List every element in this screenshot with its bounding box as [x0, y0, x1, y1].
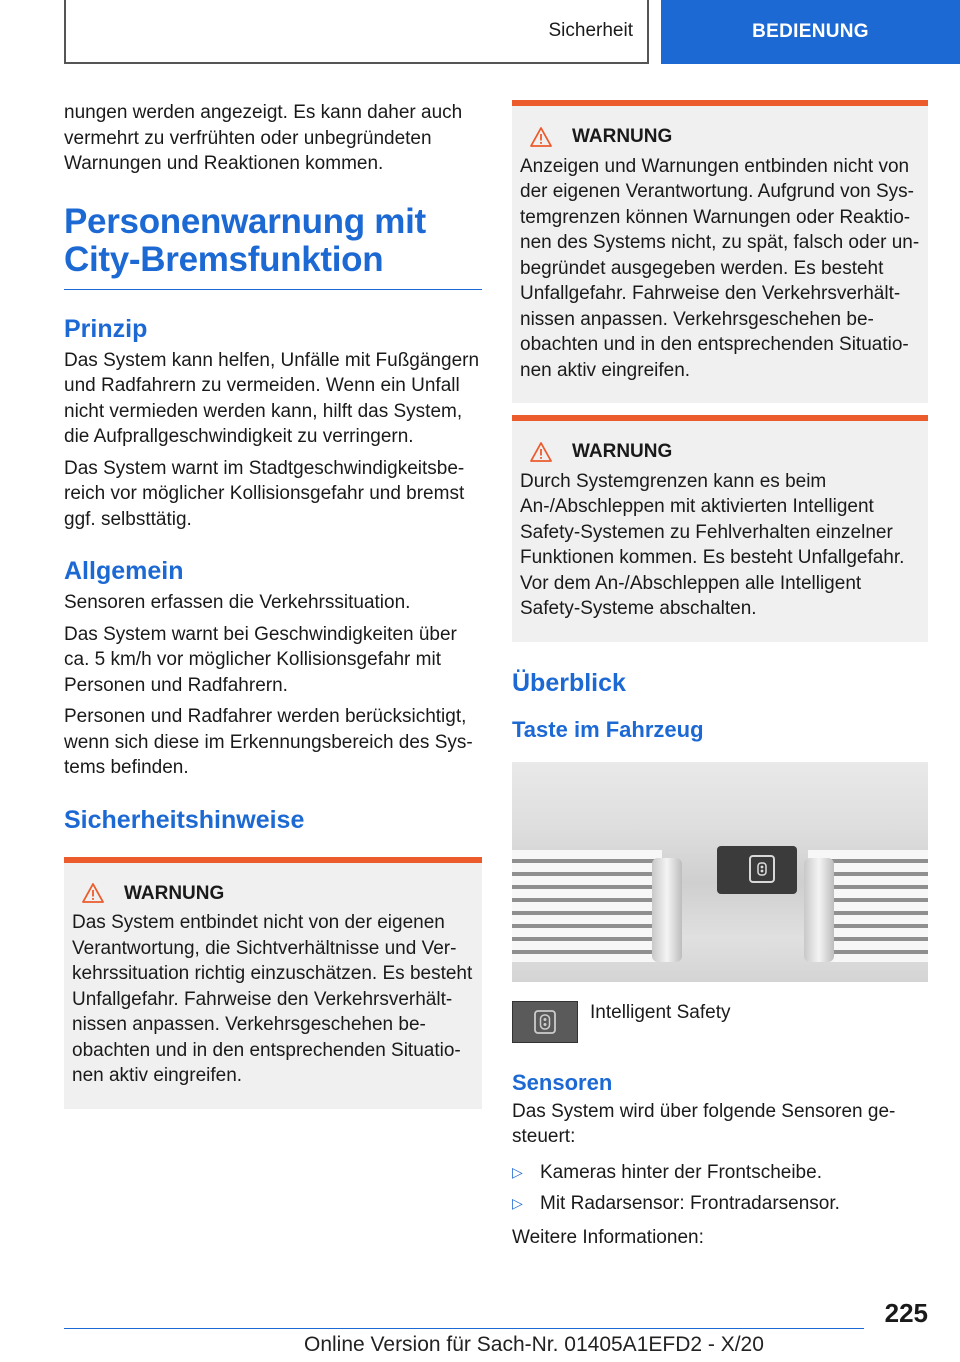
intelligent-safety-button-icon [512, 1001, 578, 1043]
list-item: ▷ Mit Radarsensor: Frontradarsensor. [512, 1191, 928, 1217]
list-item: ▷ Kameras hinter der Frontscheibe. [512, 1160, 928, 1186]
button-label: Intelligent Safety [590, 1001, 731, 1023]
intelligent-safety-key-icon [749, 855, 775, 883]
button-legend [512, 1000, 928, 1043]
warning-text-2: Anzeigen und Warnungen entbinden nicht von der eigenen Verantwortung. Aufgrund von Systemgrenzen können Warnungen oder Reaktionen des Systems nicht, zu spät, falsch oder unbegründet ausgegeben werden. Es besteht Unfallgefahr. Fahrweise den Verkehrsverhältnissen anpassen. Verkehrsgeschehen beobachten und in den entsprechenden Situationen aktiv eingreifen. [520, 155, 920, 381]
allgemein-paragraph-3: Personen und Radfahrer werden berücksichtigt, wenn sich diese im Erkennungsbereich des Systems befinden. [64, 706, 473, 778]
footer-divider [64, 1328, 864, 1329]
warning-title-3: WARNUNG [520, 439, 920, 465]
footer-online-version: Online Version für Sach-Nr. 01405A1EFD2 - X/20 [304, 1333, 764, 1356]
more-info-text: Weitere Informationen: [512, 1226, 704, 1248]
triangle-bullet-icon: ▷ [512, 1195, 523, 1211]
warning-box-3 [512, 415, 928, 642]
sensoren-paragraph: Das System wird über folgende Sensoren gesteuert: [512, 1100, 896, 1147]
right-vent-knob [804, 858, 834, 962]
prinzip-heading: Prinzip [64, 314, 148, 343]
warning-box-2 [512, 100, 928, 403]
warning-text-1: Das System entbindet nicht von der eigenen Verantwortung, die Sichtverhältnisse und Verkehrssituation richtig einzuschätzen. Es besteht Unfallgefahr. Fahrweise den Verkehrsverhältnissen anpassen. Verkehrsgeschehen beobachten und in den entsprechenden Situationen aktiv eingreifen. [72, 912, 473, 1086]
header-chapter-tab[interactable] [661, 0, 960, 64]
left-vent-knob [652, 858, 682, 962]
warning-triangle-icon [82, 883, 104, 903]
left-column [64, 100, 482, 1121]
prinzip-paragraph-1: Das System kann helfen, Unfälle mit Fußgängern und Radfahrern zu vermeiden. Wenn ein Unfall nicht vermieden werden kann, hilft das System, die Aufprallgeschwindigkeit zu verringern. [64, 349, 480, 447]
taste-heading: Taste im Fahrzeug [512, 716, 704, 742]
allgemein-paragraph-1: Sensoren erfassen die Verkehrssituation. [64, 592, 411, 613]
sensoren-heading: Sensoren [512, 1069, 613, 1095]
allgemein-heading: Allgemein [64, 557, 184, 585]
warning-text-3: Durch Systemgrenzen kann es beim An-/Abschleppen mit aktivierten Intelligent Safety-Systemen zu Fehlverhalten einzelner Funktionen kommen. Es besteht Unfallgefahr. Vor dem An-/Abschleppen alle Intelligent Safety-Systeme abschalten. [520, 470, 905, 619]
warning-triangle-icon [530, 127, 552, 147]
page-number: 225 [884, 1298, 928, 1328]
warning-box-1 [64, 857, 482, 1109]
header-chapter-label: BEDIENUNG [752, 21, 869, 42]
ueberblick-heading: Überblick [512, 668, 626, 697]
triangle-bullet-icon: ▷ [512, 1163, 523, 1180]
warning-triangle-icon [530, 442, 552, 462]
vehicle-button-photo [512, 762, 928, 982]
warning-title-1: WARNUNG [72, 881, 474, 907]
sicherheitshinweise-heading: Sicherheitshinweise [64, 805, 305, 834]
intro-paragraph: nungen werden angezeigt. Es kann daher auch vermehrt zu verfrühten oder unbegründeten Warnungen und Reaktionen kommen. [64, 102, 463, 174]
page-title: Personenwarnung mit City-Bremsfunktion [64, 203, 482, 290]
allgemein-paragraph-2: Das System warnt bei Geschwindigkeiten über ca. 5 km/h vor möglicher Kollisionsgefahr mit Personen und Radfahrern. [64, 623, 457, 696]
warning-title-2: WARNUNG [520, 124, 920, 150]
prinzip-paragraph-2: Das System warnt im Stadtgeschwindigkeitsbereich vor möglicher Kollisionsgefahr und bremst ggf. selbsttätig. [64, 457, 465, 530]
left-air-vent [512, 850, 662, 962]
right-column [512, 100, 928, 1256]
header-section [64, 0, 649, 64]
header-section-label: Sicherheit [548, 20, 633, 41]
